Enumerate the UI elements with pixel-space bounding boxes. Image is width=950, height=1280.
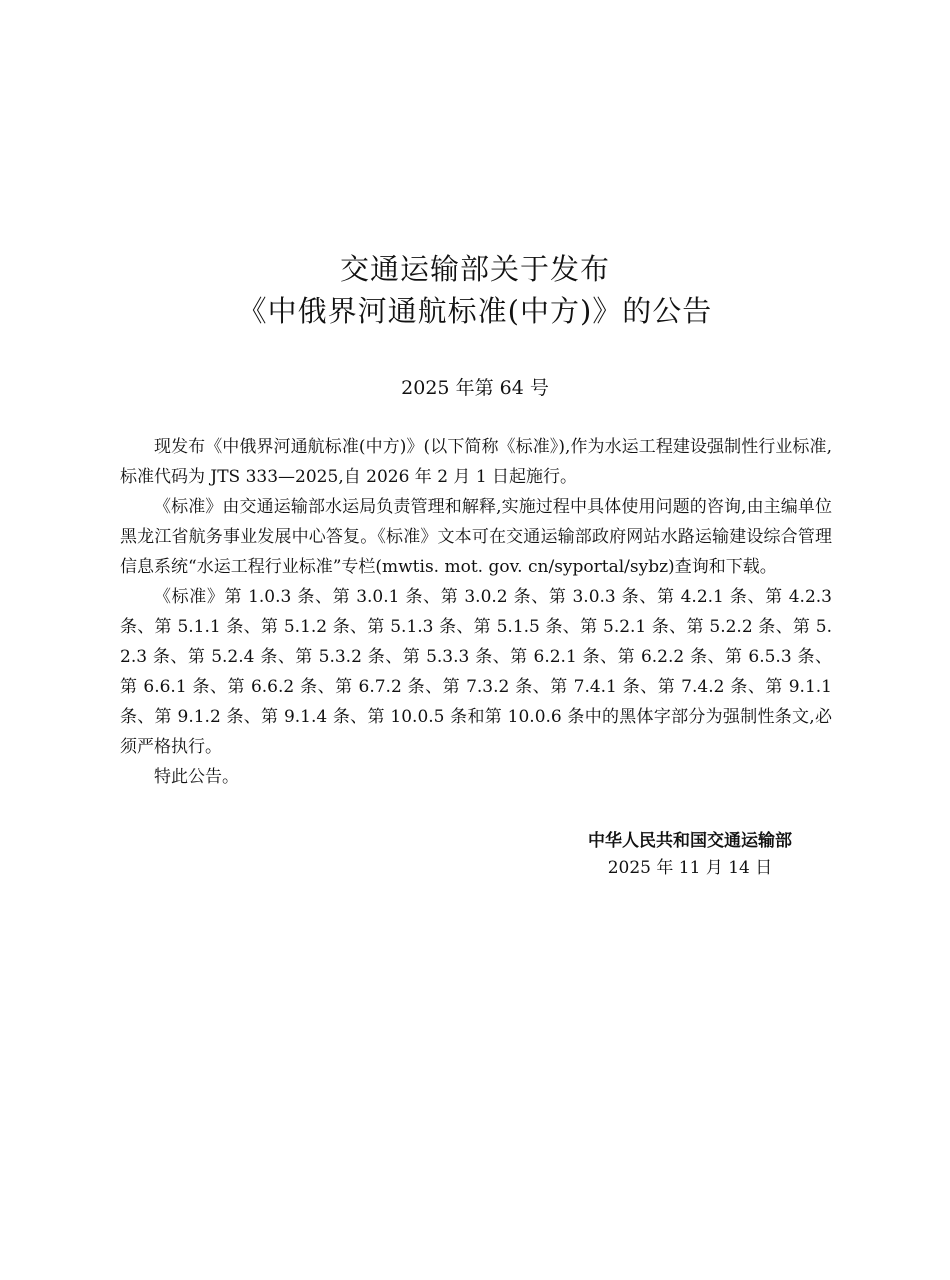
issuing-organization: 中华人民共和国交通运输部 [588,831,792,851]
title-line-1: 交通运输部关于发布 [339,252,610,286]
signature-block [540,828,840,882]
title-line-2: 《中俄界河通航标准(中方)》的公告 [237,294,713,328]
paragraph-management: 《标准》由交通运输部水运局负责管理和解释,实施过程中具体使用问题的咨询,由主编单位黑龙江省航务事业发展中心答复。《标准》文本可在交通运输部政府网站水路运输建设综合管理信息系统“水运工程行业标准”专栏(mwtis. mot. gov. cn/syportal/sybz)查询和下载。 [120,497,832,577]
paragraph-mandatory-clauses: 《标准》第 1.0.3 条、第 3.0.1 条、第 3.0.2 条、第 3.0.3 条、第 4.2.1 条、第 4.2.3 条、第 5.1.1 条、第 5.1.2 条、第 5.1.3 条、第 5.1.5 条、第 5.2.1 条、第 5.2.2 条、第 5.2.3 条、第 5.2.4 条、第 5.3.2 条、第 5.3.3 条、第 6.2.1 条、第 6.2.2 条、第 6.5.3 条、第 6.6.1 条、第 6.6.2 条、第 6.7.2 条、第 7.3.2 条、第 7.4.1 条、第 7.4.2 条、第 9.1.1 条、第 9.1.2 条、第 9.1.4 条、第 10.0.5 条和第 10.0.6 条中的黑体字部分为强制性条文,必须严格执行。 [120,587,832,757]
document-number: 2025 年第 64 号 [401,377,549,399]
issue-date: 2025 年 11 月 14 日 [607,858,773,878]
announcement-title [0,248,950,332]
paragraph-closing: 特此公告。 [154,767,239,787]
announcement-body [120,432,832,792]
paragraph-release: 现发布《中俄界河通航标准(中方)》(以下简称《标准》),作为水运工程建设强制性行业标准,标准代码为 JTS 333—2025,自 2026 年 2 月 1 日起施行。 [120,437,832,487]
